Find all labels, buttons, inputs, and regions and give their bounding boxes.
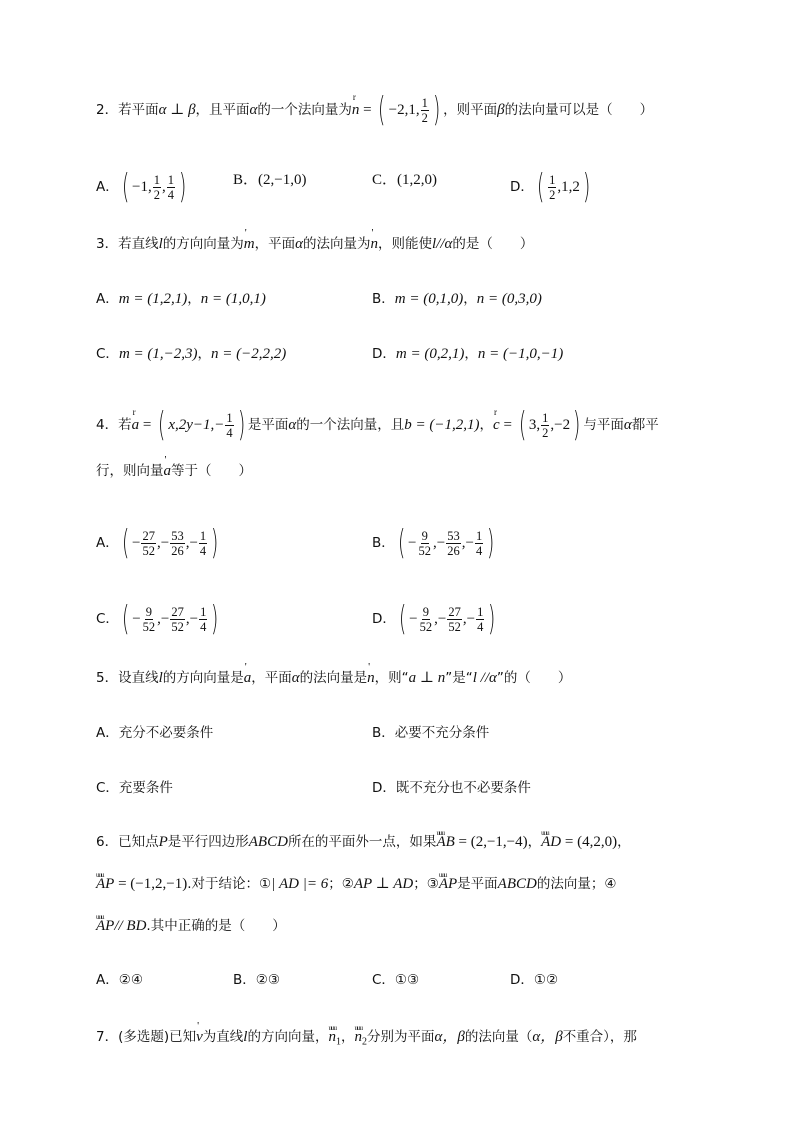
q6-option-a[interactable]: A．②④ [96,972,143,988]
q3-stem: 3．若直线l的方向向量为' m，平面α的法向量为' n，则能使l//α的是（ ） [96,234,533,254]
q6-option-b[interactable]: B．②③ [233,972,280,988]
q2-option-c[interactable]: C．(1,2,0) [372,172,437,188]
q5-option-a[interactable]: A．充分不必要条件 [96,725,214,741]
q5-option-b[interactable]: B．必要不充分条件 [372,725,490,741]
q6-stem-line2: uuu AP = (−1,2,−1).对于结论：①| AD |= 6；②AP ⊥ AD；③uuu AP是平面ABCD的法向量；④ [96,874,616,894]
q6-option-d[interactable]: D．①② [510,972,559,988]
q3-option-b[interactable]: B．m = (0,1,0)，n = (0,3,0) [372,291,542,307]
fraction: $\frac{1}{2}$ [421,95,428,125]
q3-option-a[interactable]: A．m = (1,2,1)，n = (1,0,1) [96,291,266,307]
q4-stem-line1: 4．若r a = ( x,2y−1,− $\frac{1}{4}$ ) 是平面α的一个法向量，且b = (−1,2,1)，r c = ( 3, $\frac{1}{2}$ ,−2) 与平面α都平 [96,408,659,442]
q2-option-b[interactable]: B．(2,−1,0) [233,172,307,188]
q4-option-b[interactable]: B．( − $\frac{9}{52}$ ,− $\frac{53}{26}$ ,− $\frac{1}{4}$ ) [372,523,495,563]
q2-stem: 2．若平面α ⊥ β，且平面α的一个法向量为r n = ( −2,1, $\frac{1}{2}$ ) ，则平面β的法向量可以是（ ） [96,93,653,127]
q4-option-a[interactable]: A．( − $\frac{27}{52}$ ,− $\frac{53}{26}$ ,− $\frac{1}{4}$ ) [96,523,219,563]
q2-option-d[interactable]: D．( $\frac{1}{2}$ ,1,2) [510,167,591,207]
q4-option-c[interactable]: C．( − $\frac{9}{52}$ ,− $\frac{27}{52}$ ,− $\frac{1}{4}$ ) [96,599,219,639]
q5-stem: 5．设直线l的方向向量是' a，平面α的法向量是' n，则“a ⊥ n”是“l //α”的（ ） [96,668,571,688]
q3-option-d[interactable]: D．m = (0,2,1)，n = (−1,0,−1) [372,346,564,362]
q6-stem-line3: uuu AP// BD.其中正确的是（ ） [96,916,286,936]
vector-n: r n [352,100,360,120]
q4-option-d[interactable]: D．( − $\frac{9}{52}$ ,− $\frac{27}{52}$ ,− $\frac{1}{4}$ ) [372,599,496,639]
q7-stem: 7．(多选题)已知' v为直线l的方向向量，uuu $n_1$，uuu $n_2$分别为平面α，β的法向量（α，β不重合），那 [96,1027,637,1053]
q6-stem-line1: 6．已知点P是平行四边形ABCD所在的平面外一点，如果uuu AB = (2,−1,−4)，uuu AD = (4,2,0)， [96,832,631,852]
q2-option-a[interactable]: A．( −1, $\frac{1}{2}$ , $\frac{1}{4}$ ) [96,167,187,207]
q5-option-d[interactable]: D．既不充分也不必要条件 [372,780,531,796]
q5-option-c[interactable]: C．充要条件 [96,780,173,796]
q6-option-c[interactable]: C．①③ [372,972,420,988]
q4-stem-line2: 行，则向量' a等于（ ） [96,461,252,481]
q3-option-c[interactable]: C．m = (1,−2,3)，n = (−2,2,2) [96,346,287,362]
